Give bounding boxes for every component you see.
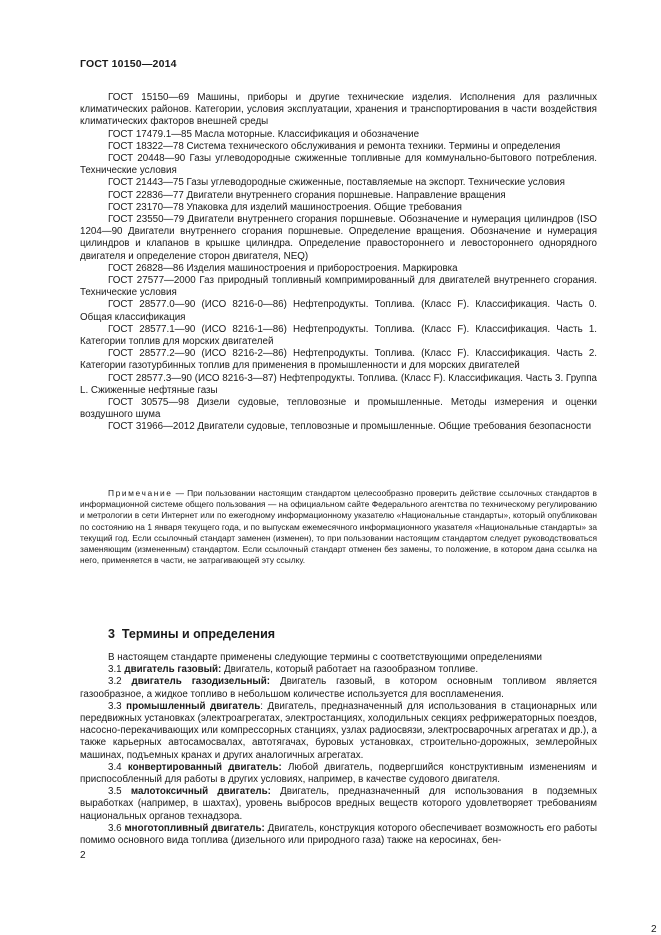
reference-item: ГОСТ 22836—77 Двигатели внутреннего сгорания поршневые. Направление вращения xyxy=(108,189,506,201)
term-definition: Двигатель газовый, в котором основным топливом является газообразное, а жидкое топливо в небольшом количестве используется для воспламенения. xyxy=(80,676,597,700)
reference-item: ГОСТ 17479.1—85 Масла моторные. Классификация и обозначение xyxy=(108,128,420,140)
reference-item: ГОСТ 15150—69 Машины, приборы и другие технические изделия. Исполнения для различных климатических районов. Категории, условия эксплуатации, хранения и транспортирования в части воздействия климатических факторов внешней среды xyxy=(80,92,597,128)
term-entry xyxy=(80,823,597,847)
term-definition: Любой двигатель, подвергшийся конструктивным изменениям и приспособленный для работы в других условиях, например, в качестве судового двигателя. xyxy=(80,761,597,786)
term-entry xyxy=(80,786,597,823)
note xyxy=(80,488,597,566)
term-number: 3.5 xyxy=(108,786,122,798)
reference-item: ГОСТ 28577.2—90 (ИСО 8216-2—86) Нефтепродукты. Топлива. (Класс F). Классификация. Часть 2. Категории газотурбинных топлив для применения в промышленности и для морских двигателей xyxy=(80,348,597,372)
term-entry xyxy=(80,676,597,700)
term-entry xyxy=(80,762,597,786)
note-text: — При пользовании настоящим стандартом целесообразно проверить действие ссылочных стандартов в информационной системе общего пользования — на официальном сайте Федерального агентства по техническому регулированию и метрологии в сети Интернет или по ежегодному информационному указателю «Национальные стандарты», который опубликован по состоянию на 1 января текущего года, и по выпускам ежемесячного информационного указателя «Национальные стандарты» за текущий год. Если ссылочный стандарт заменен (изменен), то при пользовании настоящим стандартом следует руководствоваться заменяющим (измененным) стандартом. Если ссылочный стандарт отменен без замены, то положение, в котором дана ссылка на него, применяется в части, не затрагивающей эту ссылку. xyxy=(80,488,598,566)
reference-item: ГОСТ 23170—78 Упаковка для изделий машиностроения. Общие требования xyxy=(108,201,462,213)
term-definition: Двигатель, предназначенный для использования в подземных выработках (например, в шахтах), уровень выбросов вредных веществ которого удовлетворяет требованиям национальных органов технадзора. xyxy=(80,786,597,822)
reference-item: ГОСТ 21443—75 Газы углеводородные сжиженные, поставляемые на экспорт. Технические условия xyxy=(108,177,565,189)
reference-item: ГОСТ 23550—79 Двигатели внутреннего сгорания поршневые. Обозначение и нумерация цилиндров (ISO 1204—90 Двигатели внутреннего сгорания поршневые. Определение вращения. Обозначение и нумерация цилиндров и клапанов в крышке цилиндра. Определение правостороннего и левостороннего однорядного двигателя и определение сторон двигателя, NEQ) xyxy=(80,214,597,262)
normative-references xyxy=(80,92,597,434)
term-name: конвертированный двигатель: xyxy=(127,761,282,773)
page-header: ГОСТ 10150—2014 xyxy=(80,58,177,70)
reference-item: ГОСТ 20448—90 Газы углеводородные сжиженные топливные для коммунально-бытового потребления. Технические условия xyxy=(80,153,597,177)
terms-intro: В настоящем стандарте применены следующие термины с соответствующими определениями xyxy=(108,652,543,663)
reference-item: ГОСТ 27577—2000 Газ природный топливный компримированный для двигателей внутреннего сгорания. Технические условия xyxy=(80,275,597,299)
reference-item: ГОСТ 28577.3—90 (ИСО 8216-3—87) Нефтепродукты. Топлива. (Класс F). Классификация. Часть 3. Группа L. Сжиженные нефтяные газы xyxy=(80,372,597,396)
term-definition: Двигатель, который работает на газообразном топливе. xyxy=(221,664,479,676)
reference-item: ГОСТ 18322—78 Система технического обслуживания и ремонта техники. Термины и определения xyxy=(108,140,561,152)
term-name: многотопливный двигатель: xyxy=(124,822,265,834)
term-number: 3.3 xyxy=(108,700,122,712)
reference-item: ГОСТ 30575—98 Дизели судовые, тепловозные и промышленные. Методы измерения и оценки воздушного шума xyxy=(80,397,597,421)
term-definition: : Двигатель, предназначенный для использования в стационарных или передвижных установках (электроагрегатах, электростанциях, холодильных секциях рефрижераторных поездов, насосно-перекачивающих или компрессорных станциях, узлах радиосвязи, электросварочных агрегатах и др.), а также карьерных автосамосвалах, автотягачах, буровых установках, строительно-дорожных, землеройных машинах, подъемных кранах и других аналогичных агрегатах. xyxy=(80,700,597,761)
term-number: 3.1 xyxy=(108,664,122,676)
term-number: 3.6 xyxy=(108,822,122,834)
reference-item: ГОСТ 28577.0—90 (ИСО 8216-0—86) Нефтепродукты. Топлива. (Класс F). Классификация. Часть 0. Общая классификация xyxy=(80,299,597,323)
term-name: малотоксичный двигатель: xyxy=(130,786,271,798)
section-heading xyxy=(108,627,275,641)
section-title: Термины и определения xyxy=(121,627,276,641)
term-definition: Двигатель, конструкция которого обеспечивает возможность его работы помимо основного вида топлива (дизельного или природного газа) также на керосинах, бен- xyxy=(80,822,597,847)
term-name: двигатель газовый: xyxy=(124,664,222,676)
term-entry xyxy=(80,664,597,676)
reference-item: ГОСТ 31966—2012 Двигатели судовые, тепловозные и промышленные. Общие требования безопасности xyxy=(108,421,592,433)
term-number: 3.4 xyxy=(108,761,122,773)
section-number: 3 xyxy=(108,627,115,641)
term-name: промышленный двигатель xyxy=(126,700,261,712)
page-number-corner: 2 xyxy=(651,924,657,935)
term-number: 3.2 xyxy=(108,676,122,688)
reference-item: ГОСТ 26828—86 Изделия машиностроения и приборостроения. Маркировка xyxy=(108,262,458,274)
term-entry xyxy=(80,701,597,762)
terms-list xyxy=(80,652,597,847)
note-label: Примечание xyxy=(108,488,173,498)
page-number: 2 xyxy=(80,850,86,861)
reference-item: ГОСТ 28577.1—90 (ИСО 8216-1—86) Нефтепродукты. Топлива. (Класс F). Классификация. Часть 1. Категории топлив для морских двигателей xyxy=(80,323,597,348)
term-name: двигатель газодизельный: xyxy=(131,676,271,688)
